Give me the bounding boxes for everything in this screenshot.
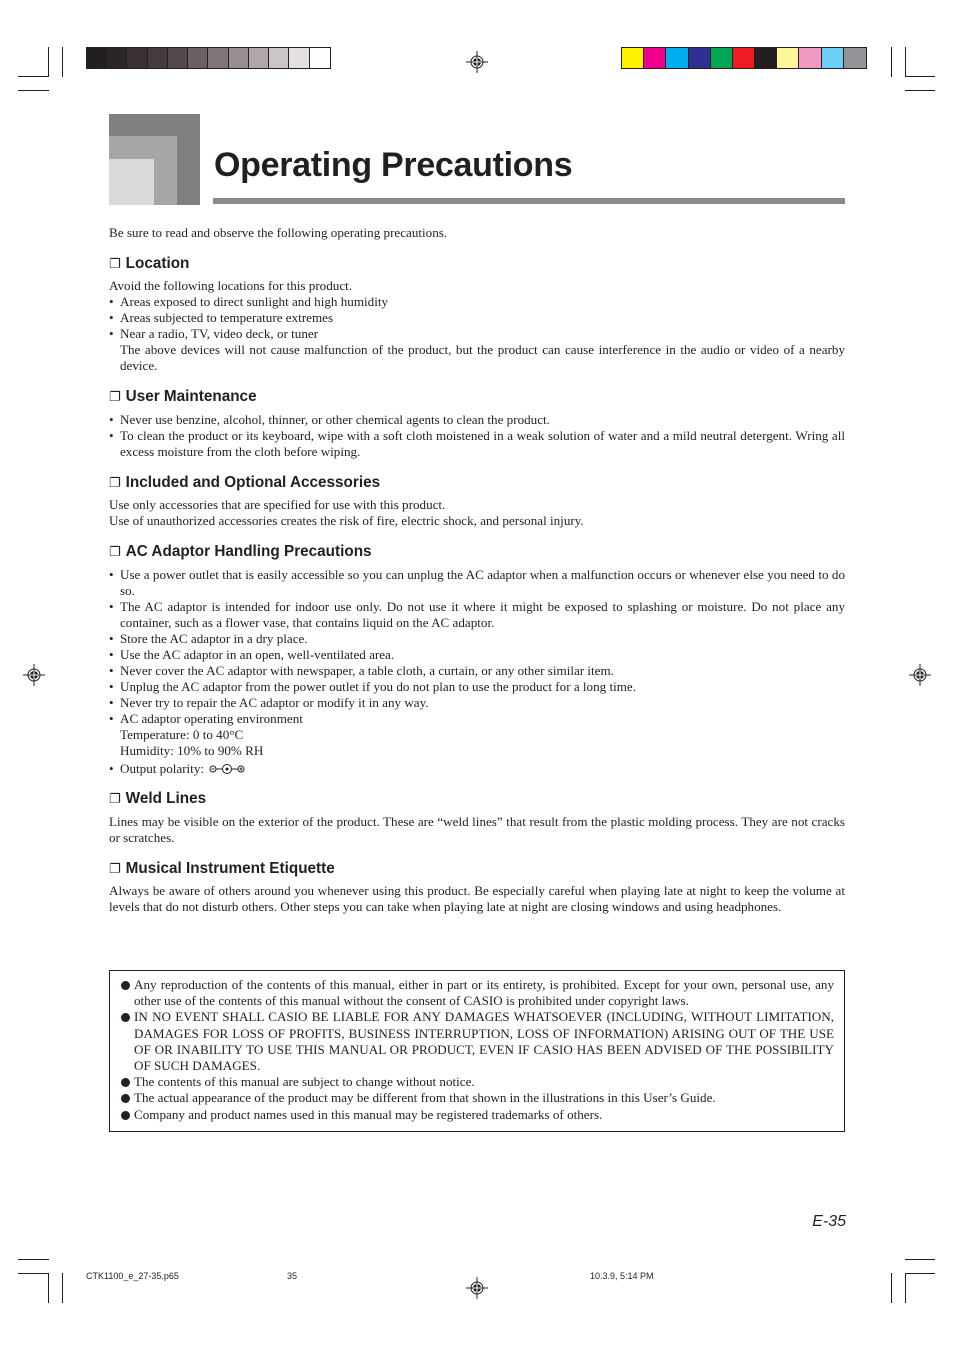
crop-mark xyxy=(905,47,906,77)
crop-mark xyxy=(18,90,49,91)
location-section xyxy=(109,278,845,374)
list-item xyxy=(109,711,845,759)
crop-mark xyxy=(18,1273,49,1274)
color-swatch xyxy=(844,48,866,68)
color-swatch xyxy=(622,48,644,68)
notice-item: The actual appearance of the product may be different from that shown in the illustrations in this User’s Guide. xyxy=(121,1090,834,1106)
section-heading-location: ❐ Location xyxy=(109,255,190,272)
footer-filename: CTK1100_e_27-35.p65 xyxy=(86,1271,179,1281)
crop-mark xyxy=(18,76,49,77)
notice-item: The contents of this manual are subject to change without notice. xyxy=(121,1074,834,1090)
section-heading-etiquette: ❐ Musical Instrument Etiquette xyxy=(109,860,335,877)
notice-item: IN NO EVENT SHALL CASIO BE LIABLE FOR ANY DAMAGES WHATSOEVER (INCLUDING, WITHOUT LIMITATION, DAMAGES FOR LOSS OF PROFITS, BUSINESS INTERRUPTION, LOSS OF INFORMATION) ARISING OUT OF THE USE OF OR INABILITY TO USE THIS MANUAL OR PRODUCT, EVEN IF CASIO HAS BEEN ADVISED OF THE POSSIBILITY OF SUCH DAMAGES. xyxy=(121,1009,834,1074)
list-item: • Never use benzine, alcohol, thinner, or other chemical agents to clean the product. xyxy=(109,412,845,428)
color-swatch xyxy=(127,48,147,68)
list-item: • Use a power outlet that is easily accessible so you can unplug the AC adaptor when a malfunction occurs or whenever else you need to do so. xyxy=(109,567,845,599)
section-heading-maintenance: ❐ User Maintenance xyxy=(109,388,257,405)
crop-mark xyxy=(48,1273,49,1303)
humidity-range: Humidity: 10% to 90% RH xyxy=(120,743,264,758)
checkbox-icon: ❐ xyxy=(109,545,121,560)
intro-text: Be sure to read and observe the following operating precautions. xyxy=(109,225,448,240)
legal-notice-box xyxy=(109,970,845,1132)
notice-item: Company and product names used in this manual may be registered trademarks of others. xyxy=(121,1107,834,1123)
color-swatch xyxy=(777,48,799,68)
footer-timestamp: 10.3.9, 5:14 PM xyxy=(590,1271,654,1281)
crop-mark xyxy=(905,1273,935,1274)
color-swatch xyxy=(107,48,127,68)
color-swatch xyxy=(644,48,666,68)
title-rule xyxy=(213,198,845,204)
list-item: • Areas exposed to direct sunlight and high humidity xyxy=(109,294,845,310)
color-swatch xyxy=(310,48,330,68)
registration-mark-icon xyxy=(466,1277,488,1299)
etiquette-text: Always be aware of others around you whenever using this product. Be especially careful when playing late at night to keep the volume at levels that do not disturb others. Other steps you can take when playing late at night are closing windows and using headphones. xyxy=(109,883,845,914)
registration-mark-icon xyxy=(23,664,45,686)
list-item: • To clean the product or its keyboard, wipe with a soft cloth moistened in a weak solution of water and a mild neutral detergent. Wring all excess moisture from the cloth before wiping. xyxy=(109,428,845,460)
section-heading-weld: ❐ Weld Lines xyxy=(109,790,207,807)
registration-mark-icon xyxy=(909,664,931,686)
list-item: • The AC adaptor is intended for indoor use only. Do not use it where it might be exposed to splashing or moisture. Do not place any container, such as a flower vase, that contains liquid on the AC adaptor. xyxy=(109,599,845,631)
color-swatch xyxy=(689,48,711,68)
maintenance-section xyxy=(109,412,845,460)
crop-mark xyxy=(891,47,892,77)
crop-mark xyxy=(62,1273,63,1303)
color-swatch xyxy=(733,48,755,68)
environment-label: • AC adaptor operating environment xyxy=(120,711,303,726)
polarity-symbol-icon xyxy=(207,763,247,775)
color-swatch xyxy=(229,48,249,68)
location-note: The above devices will not cause malfunction of the product, but the product can cause interference in the audio or video of a nearby device. xyxy=(120,342,845,373)
color-swatch xyxy=(168,48,188,68)
list-item: • Use the AC adaptor in an open, well-ventilated area. xyxy=(109,647,845,663)
section-heading-adaptor: ❐ AC Adaptor Handling Precautions xyxy=(109,543,372,560)
list-item: • Unplug the AC adaptor from the power outlet if you do not plan to use the product for a long time. xyxy=(109,679,845,695)
accessories-line: Use of unauthorized accessories creates the risk of fire, electric shock, and personal injury. xyxy=(109,513,584,528)
section-heading-accessories: ❐ Included and Optional Accessories xyxy=(109,474,381,491)
color-swatch xyxy=(249,48,269,68)
crop-mark xyxy=(62,47,63,77)
color-swatch xyxy=(289,48,309,68)
crop-mark xyxy=(905,76,935,77)
notice-item: Any reproduction of the contents of this manual, either in part or its entirety, is prohibited. Except for your own, personal use, any other use of the contents of this manual without the consent of CASIO is prohibited under copyright laws. xyxy=(121,977,834,1009)
color-swatch xyxy=(755,48,777,68)
checkbox-icon: ❐ xyxy=(109,257,121,272)
location-intro: Avoid the following locations for this product. xyxy=(109,278,353,293)
list-item: • Areas subjected to temperature extremes xyxy=(109,310,845,326)
color-swatch xyxy=(711,48,733,68)
crop-mark xyxy=(905,1259,935,1260)
page-number-label: E-35 xyxy=(812,1213,846,1230)
list-item: • Never try to repair the AC adaptor or modify it in any way. xyxy=(109,695,845,711)
color-swatch xyxy=(188,48,208,68)
list-item: • Never cover the AC adaptor with newspaper, a table cloth, a curtain, or any other similar item. xyxy=(109,663,845,679)
color-swatch xyxy=(148,48,168,68)
footer-page: 35 xyxy=(287,1271,298,1281)
checkbox-icon: ❐ xyxy=(109,792,121,807)
title-graphic xyxy=(109,114,200,205)
color-swatch xyxy=(799,48,821,68)
list-item: • Store the AC adaptor in a dry place. xyxy=(109,631,845,647)
registration-mark-icon xyxy=(466,51,488,73)
color-swatch xyxy=(666,48,688,68)
accessories-section xyxy=(109,497,845,529)
checkbox-icon: ❐ xyxy=(109,476,121,491)
crop-mark xyxy=(905,90,935,91)
list-item: • Near a radio, TV, video deck, or tuner xyxy=(109,326,845,342)
color-bar xyxy=(621,47,867,69)
crop-mark xyxy=(18,1259,49,1260)
polarity-label: Output polarity: xyxy=(120,761,205,776)
crop-mark xyxy=(905,1273,906,1303)
color-swatch xyxy=(822,48,844,68)
checkbox-icon: ❐ xyxy=(109,862,121,877)
crop-mark xyxy=(891,1273,892,1303)
color-swatch xyxy=(208,48,228,68)
grayscale-bar xyxy=(86,47,331,69)
accessories-line: Use only accessories that are specified for use with this product. xyxy=(109,497,446,512)
color-swatch xyxy=(269,48,289,68)
weld-text: Lines may be visible on the exterior of the product. These are “weld lines” that result from the plastic molding process. They are not cracks or scratches. xyxy=(109,814,845,845)
checkbox-icon: ❐ xyxy=(109,390,121,405)
temperature-range: Temperature: 0 to 40°C xyxy=(120,727,244,742)
crop-mark xyxy=(48,47,49,77)
list-item xyxy=(109,761,845,777)
color-swatch xyxy=(87,48,107,68)
adaptor-section xyxy=(109,567,845,777)
page-title: Operating Precautions xyxy=(214,146,573,184)
